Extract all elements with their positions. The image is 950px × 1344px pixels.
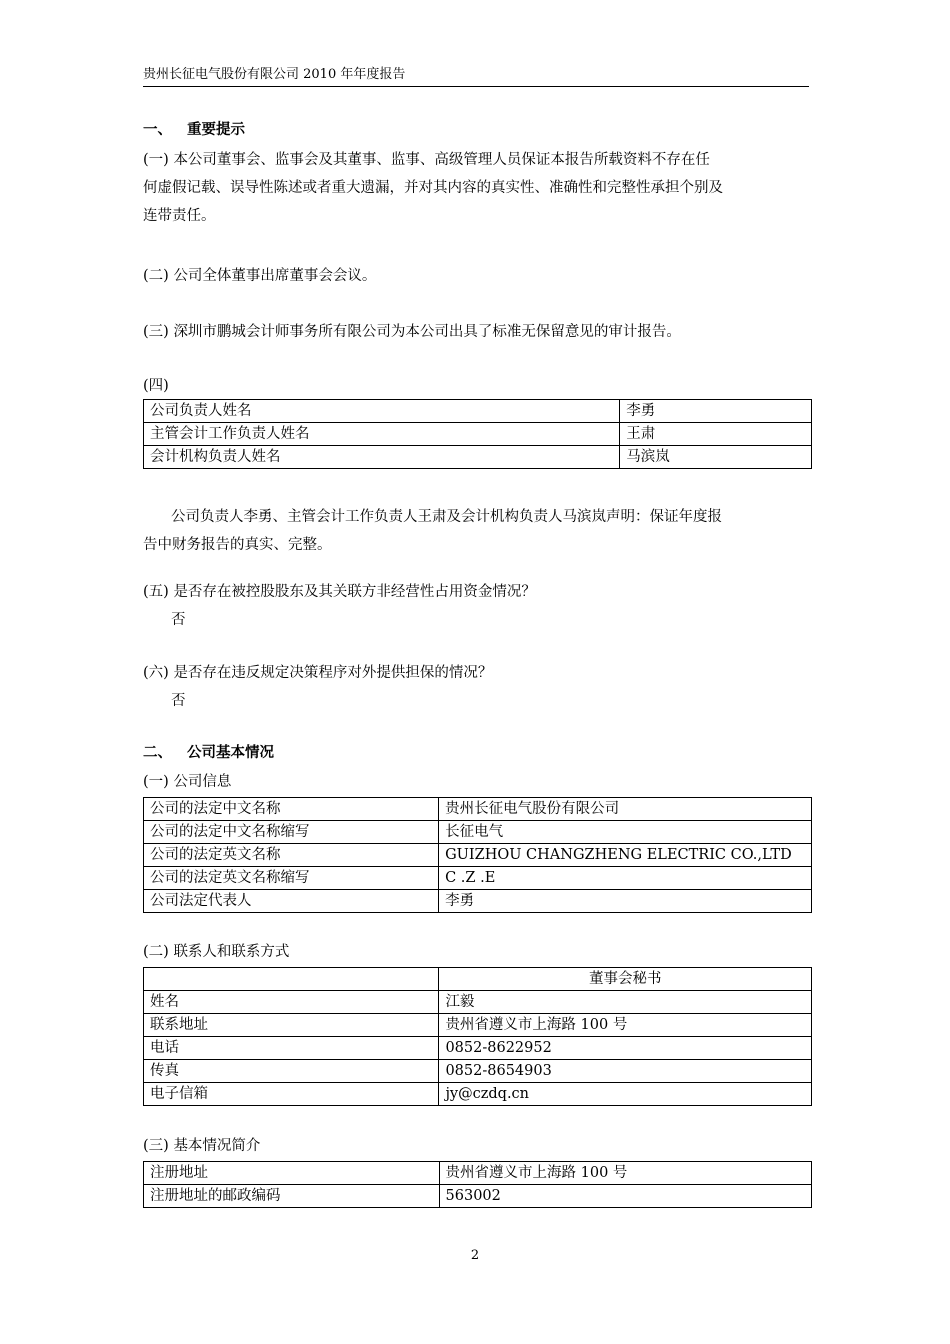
table-cell-value: 贵州长征电气股份有限公司 [439, 798, 812, 821]
statement-line2: 告中财务报告的真实、完整。 [143, 537, 332, 553]
table-cell-value: 江毅 [439, 991, 812, 1014]
table-cell-value: 王肃 [620, 423, 812, 446]
table-row [144, 1060, 812, 1083]
section2-heading [143, 739, 811, 767]
page-header [143, 66, 809, 87]
table-cell-key: 主管会计工作负责人姓名 [144, 423, 620, 446]
item6-question: 是否存在违反规定决策程序对外提供担保的情况？ [173, 665, 493, 681]
contact-label: (二) [143, 944, 169, 960]
table-cell-value: 李勇 [439, 890, 812, 913]
table-row [144, 446, 812, 469]
table-cell-key: 公司法定代表人 [144, 890, 439, 913]
table-row [144, 1083, 812, 1106]
table-cell-value: 563002 [439, 1185, 811, 1208]
contact-title: 联系人和联系方式 [173, 944, 290, 960]
table-cell-key: 电话 [144, 1037, 439, 1060]
table-row [144, 798, 812, 821]
table-cell-empty [144, 968, 439, 991]
table-row [144, 1162, 812, 1185]
table-header-row [144, 968, 812, 991]
section1-title: 重要提示 [187, 121, 245, 138]
table-cell-value: 0852-8654903 [439, 1060, 812, 1083]
item3-paragraph [143, 318, 811, 346]
company-info-heading [143, 768, 811, 796]
item3-text: 深圳市鹏城会计师事务所有限公司为本公司出具了标准无保留意见的审计报告。 [173, 324, 681, 340]
table-cell-value: C .Z .E [439, 867, 812, 890]
item2-paragraph [143, 262, 811, 290]
table-cell-key: 公司的法定英文名称缩写 [144, 867, 439, 890]
basic-title: 基本情况简介 [173, 1138, 261, 1154]
table-row [144, 844, 812, 867]
table-cell-value: 李勇 [620, 400, 812, 423]
table-cell-key: 公司的法定中文名称 [144, 798, 439, 821]
table-row [144, 1014, 812, 1037]
table-row [144, 890, 812, 913]
item5-question: 是否存在被控股股东及其关联方非经营性占用资金情况？ [173, 584, 536, 600]
item1-label: (一) [143, 152, 169, 168]
basic-heading [143, 1132, 811, 1160]
section2-number: 二、 [143, 744, 172, 761]
contact-heading [143, 938, 811, 966]
company-info-table [143, 797, 812, 913]
item3-label: (三) [143, 324, 169, 340]
table-cell-key: 公司的法定中文名称缩写 [144, 821, 439, 844]
item1-text-line1: 本公司董事会、监事会及其董事、监事、高级管理人员保证本报告所载资料不存在任 [173, 152, 710, 168]
responsible-persons-table [143, 399, 812, 469]
table-cell-key: 公司负责人姓名 [144, 400, 620, 423]
table-row [144, 1037, 812, 1060]
table-cell-key: 注册地址的邮政编码 [144, 1185, 440, 1208]
section2-title: 公司基本情况 [187, 744, 274, 761]
item2-label: (二) [143, 268, 169, 284]
item1-line1 [143, 146, 811, 174]
secretary-column-header: 董事会秘书 [439, 968, 812, 991]
basic-info-table [143, 1161, 812, 1208]
item6-label: (六) [143, 665, 169, 681]
table-row [144, 423, 812, 446]
statement-line1: 公司负责人李勇、主管会计工作负责人王肃及会计机构负责人马滨岚声明：保证年度报 [171, 509, 722, 525]
table-cell-value: 贵州省遵义市上海路 100 号 [439, 1014, 812, 1037]
section1-heading [143, 116, 811, 144]
header-title: 贵州长征电气股份有限公司 2010 年年度报告 [143, 67, 406, 82]
section1-number: 一、 [143, 121, 172, 138]
table-cell-key: 会计机构负责人姓名 [144, 446, 620, 469]
item1-line2: 何虚假记载、误导性陈述或者重大遗漏，并对其内容的真实性、准确性和完整性承担个别及 [143, 180, 723, 196]
table-row [144, 991, 812, 1014]
item2-text: 公司全体董事出席董事会会议。 [173, 268, 377, 284]
table-cell-value: jy@czdq.cn [439, 1083, 812, 1106]
table-cell-key: 姓名 [144, 991, 439, 1014]
table-cell-value: 长征电气 [439, 821, 812, 844]
contact-table [143, 967, 812, 1106]
table-cell-value: 贵州省遵义市上海路 100 号 [439, 1162, 811, 1185]
responsibility-statement [143, 503, 811, 559]
item4-label: (四) [143, 378, 169, 394]
table-cell-value: GUIZHOU CHANGZHENG ELECTRIC CO.,LTD [439, 844, 812, 867]
table-cell-value: 0852-8622952 [439, 1037, 812, 1060]
table-cell-key: 联系地址 [144, 1014, 439, 1037]
item6-paragraph [143, 659, 811, 715]
item5-paragraph [143, 578, 811, 634]
table-row [144, 400, 812, 423]
item5-answer: 否 [171, 612, 186, 628]
item5-label: (五) [143, 584, 169, 600]
table-row [144, 867, 812, 890]
basic-label: (三) [143, 1138, 169, 1154]
page-number: 2 [470, 1248, 480, 1263]
table-cell-key: 传真 [144, 1060, 439, 1083]
table-cell-key: 电子信箱 [144, 1083, 439, 1106]
item1-paragraph [143, 146, 811, 230]
table-row [144, 1185, 812, 1208]
company-info-title: 公司信息 [173, 774, 232, 790]
table-row [144, 821, 812, 844]
table-cell-value: 马滨岚 [620, 446, 812, 469]
company-info-label: (一) [143, 774, 169, 790]
item1-line3: 连带责任。 [143, 208, 216, 224]
table-cell-key: 公司的法定英文名称 [144, 844, 439, 867]
table-cell-key: 注册地址 [144, 1162, 440, 1185]
item6-answer: 否 [171, 693, 186, 709]
